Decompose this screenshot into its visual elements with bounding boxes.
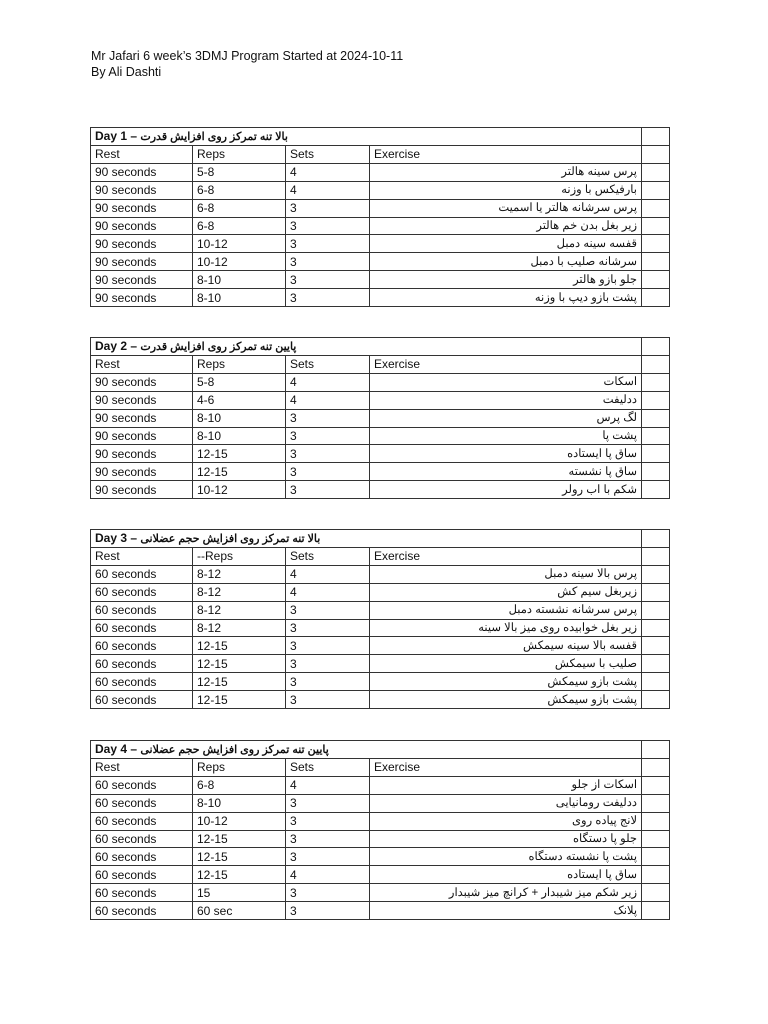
rest-cell: 90 seconds	[91, 445, 193, 463]
empty-cell	[642, 391, 670, 409]
reps-cell: 6-8	[193, 217, 286, 235]
table-row	[91, 373, 670, 391]
sets-cell: 3	[286, 794, 370, 812]
table-row	[91, 289, 670, 307]
rest-cell: 90 seconds	[91, 181, 193, 199]
rest-cell: 60 seconds	[91, 601, 193, 619]
sets-cell: 3	[286, 481, 370, 499]
empty-cell	[642, 409, 670, 427]
day-label: Day 4 –	[95, 742, 141, 756]
empty-cell	[642, 548, 670, 566]
reps-cell: 6-8	[193, 776, 286, 794]
reps-cell: 12-15	[193, 445, 286, 463]
table-row	[91, 583, 670, 601]
reps-cell: 12-15	[193, 691, 286, 709]
exercise-cell: لانج پیاده روی	[370, 812, 642, 830]
empty-cell	[642, 289, 670, 307]
reps-cell: 8-10	[193, 289, 286, 307]
reps-cell: 8-10	[193, 794, 286, 812]
table-row	[91, 163, 670, 181]
sets-cell: 3	[286, 253, 370, 271]
reps-cell: 10-12	[193, 235, 286, 253]
rest-header: Rest	[91, 146, 193, 164]
day-label: Day 2 –	[95, 339, 141, 353]
table-row	[91, 902, 670, 920]
exercise-cell: پشت پا نشسته دستگاه	[370, 848, 642, 866]
sets-header: Sets	[286, 548, 370, 566]
reps-cell: 12-15	[193, 848, 286, 866]
reps-cell: 8-12	[193, 601, 286, 619]
exercise-cell: ددلیفت	[370, 391, 642, 409]
program-title: Mr Jafari 6 week’s 3DMJ Program Started at 2024-10-11	[91, 49, 404, 63]
reps-header: Reps	[193, 146, 286, 164]
reps-cell: 10-12	[193, 253, 286, 271]
sets-cell: 3	[286, 637, 370, 655]
empty-cell	[642, 673, 670, 691]
empty-cell	[642, 481, 670, 499]
day-label: Day 3 –	[95, 531, 141, 545]
empty-cell	[642, 463, 670, 481]
sets-cell: 3	[286, 812, 370, 830]
rest-cell: 60 seconds	[91, 673, 193, 691]
table-row	[91, 253, 670, 271]
sets-cell: 4	[286, 866, 370, 884]
rest-cell: 60 seconds	[91, 619, 193, 637]
sets-cell: 3	[286, 235, 370, 253]
rest-cell: 60 seconds	[91, 637, 193, 655]
rest-header: Rest	[91, 759, 193, 777]
reps-cell: 60 sec	[193, 902, 286, 920]
sets-cell: 3	[286, 217, 370, 235]
table-row	[91, 619, 670, 637]
sets-cell: 4	[286, 583, 370, 601]
exercise-cell: پلانک	[370, 902, 642, 920]
table-row	[91, 199, 670, 217]
empty-cell	[642, 866, 670, 884]
day-title-row	[91, 128, 670, 146]
empty-cell	[642, 776, 670, 794]
day-focus: پایین تنه تمرکز روی افزایش حجم عضلانی	[140, 744, 329, 756]
table-row	[91, 217, 670, 235]
day-3-table	[90, 529, 670, 709]
day-focus: بالا تنه تمرکز روی افزایش حجم عضلانی	[140, 533, 321, 545]
table-row	[91, 181, 670, 199]
day-2-table	[90, 337, 670, 499]
rest-cell: 90 seconds	[91, 463, 193, 481]
reps-header: --Reps	[193, 548, 286, 566]
table-row	[91, 409, 670, 427]
day-title	[91, 530, 642, 548]
sets-cell: 3	[286, 409, 370, 427]
sets-cell: 3	[286, 902, 370, 920]
sets-cell: 3	[286, 691, 370, 709]
table-row	[91, 601, 670, 619]
sets-cell: 3	[286, 445, 370, 463]
empty-cell	[642, 759, 670, 777]
program-author: By Ali Dashti	[91, 65, 162, 79]
rest-cell: 60 seconds	[91, 655, 193, 673]
rest-header: Rest	[91, 356, 193, 374]
sets-cell: 3	[286, 463, 370, 481]
rest-cell: 60 seconds	[91, 830, 193, 848]
sets-header: Sets	[286, 146, 370, 164]
reps-header: Reps	[193, 356, 286, 374]
table-row	[91, 565, 670, 583]
sets-cell: 4	[286, 776, 370, 794]
table-row	[91, 794, 670, 812]
sets-cell: 3	[286, 271, 370, 289]
empty-cell	[642, 163, 670, 181]
reps-cell: 12-15	[193, 655, 286, 673]
table-row	[91, 691, 670, 709]
empty-cell	[642, 373, 670, 391]
reps-cell: 10-12	[193, 812, 286, 830]
day-title-row	[91, 530, 670, 548]
table-row	[91, 463, 670, 481]
exercise-cell: ساق پا ایستاده	[370, 866, 642, 884]
sets-cell: 3	[286, 427, 370, 445]
sets-cell: 4	[286, 373, 370, 391]
exercise-cell: جلو بازو هالتر	[370, 271, 642, 289]
rest-cell: 60 seconds	[91, 848, 193, 866]
day-4-table	[90, 740, 670, 920]
day-1-table	[90, 127, 670, 307]
reps-cell: 6-8	[193, 181, 286, 199]
reps-cell: 8-10	[193, 271, 286, 289]
empty-cell	[642, 146, 670, 164]
reps-cell: 15	[193, 884, 286, 902]
sets-cell: 3	[286, 655, 370, 673]
exercise-cell: زیر بغل خوابیده روی میز بالا سینه	[370, 619, 642, 637]
rest-cell: 60 seconds	[91, 776, 193, 794]
table-row	[91, 812, 670, 830]
exercise-cell: ساق پا ایستاده	[370, 445, 642, 463]
table-row	[91, 866, 670, 884]
rest-cell: 90 seconds	[91, 373, 193, 391]
exercise-cell: پشت پا	[370, 427, 642, 445]
empty-cell	[642, 181, 670, 199]
exercise-cell: صلیب با سیمکش	[370, 655, 642, 673]
rest-cell: 90 seconds	[91, 391, 193, 409]
rest-cell: 60 seconds	[91, 565, 193, 583]
exercise-cell: سرشانه صلیب با دمبل	[370, 253, 642, 271]
rest-cell: 60 seconds	[91, 866, 193, 884]
sets-cell: 3	[286, 619, 370, 637]
exercise-cell: پشت بازو سیمکش	[370, 673, 642, 691]
rest-cell: 60 seconds	[91, 583, 193, 601]
exercise-cell: پرس سرشانه نشسته دمبل	[370, 601, 642, 619]
reps-cell: 8-10	[193, 427, 286, 445]
exercise-cell: جلو پا دستگاه	[370, 830, 642, 848]
empty-cell	[642, 271, 670, 289]
exercise-cell: پشت بازو دیپ با وزنه	[370, 289, 642, 307]
reps-cell: 6-8	[193, 199, 286, 217]
exercise-header: Exercise	[370, 146, 642, 164]
empty-cell	[642, 884, 670, 902]
empty-cell	[642, 338, 670, 356]
reps-cell: 12-15	[193, 866, 286, 884]
table-row	[91, 427, 670, 445]
column-header-row	[91, 146, 670, 164]
column-header-row	[91, 356, 670, 374]
empty-cell	[642, 794, 670, 812]
exercise-cell: پرس سینه هالتر	[370, 163, 642, 181]
sets-cell: 3	[286, 830, 370, 848]
exercise-cell: اسکات	[370, 373, 642, 391]
reps-cell: 8-12	[193, 583, 286, 601]
empty-cell	[642, 235, 670, 253]
exercise-cell: ساق پا نشسته	[370, 463, 642, 481]
rest-cell: 90 seconds	[91, 427, 193, 445]
day-label: Day 1 –	[95, 129, 141, 143]
exercise-cell: پشت بازو سیمکش	[370, 691, 642, 709]
empty-cell	[642, 199, 670, 217]
sets-cell: 4	[286, 181, 370, 199]
reps-cell: 8-12	[193, 619, 286, 637]
rest-cell: 60 seconds	[91, 691, 193, 709]
empty-cell	[642, 128, 670, 146]
reps-cell: 10-12	[193, 481, 286, 499]
rest-cell: 60 seconds	[91, 902, 193, 920]
exercise-cell: لگ پرس	[370, 409, 642, 427]
exercise-cell: شکم با اب رولر	[370, 481, 642, 499]
sets-cell: 4	[286, 391, 370, 409]
day-title	[91, 741, 642, 759]
table-row	[91, 776, 670, 794]
reps-cell: 5-8	[193, 373, 286, 391]
day-title-row	[91, 338, 670, 356]
rest-cell: 90 seconds	[91, 409, 193, 427]
exercise-cell: پرس سرشانه هالتر یا اسمیت	[370, 199, 642, 217]
rest-header: Rest	[91, 548, 193, 566]
reps-cell: 4-6	[193, 391, 286, 409]
sets-header: Sets	[286, 759, 370, 777]
day-focus: بالا تنه تمرکز روی افزایش قدرت	[140, 131, 288, 143]
table-row	[91, 655, 670, 673]
exercise-cell: زیربغل سیم کش	[370, 583, 642, 601]
rest-cell: 90 seconds	[91, 163, 193, 181]
sets-header: Sets	[286, 356, 370, 374]
reps-cell: 5-8	[193, 163, 286, 181]
rest-cell: 90 seconds	[91, 289, 193, 307]
sets-cell: 3	[286, 199, 370, 217]
empty-cell	[642, 848, 670, 866]
rest-cell: 90 seconds	[91, 253, 193, 271]
rest-cell: 90 seconds	[91, 271, 193, 289]
document-header	[91, 48, 403, 80]
rest-cell: 90 seconds	[91, 199, 193, 217]
empty-cell	[642, 741, 670, 759]
empty-cell	[642, 812, 670, 830]
empty-cell	[642, 691, 670, 709]
exercise-cell: قفسه سینه دمبل	[370, 235, 642, 253]
reps-cell: 12-15	[193, 463, 286, 481]
empty-cell	[642, 655, 670, 673]
exercise-cell: ددلیفت رومانیایی	[370, 794, 642, 812]
table-row	[91, 673, 670, 691]
sets-cell: 3	[286, 848, 370, 866]
table-row	[91, 391, 670, 409]
rest-cell: 60 seconds	[91, 812, 193, 830]
sets-cell: 3	[286, 601, 370, 619]
reps-cell: 8-10	[193, 409, 286, 427]
sets-cell: 3	[286, 673, 370, 691]
exercise-cell: اسکات از جلو	[370, 776, 642, 794]
exercise-cell: زیر بغل بدن خم هالتر	[370, 217, 642, 235]
empty-cell	[642, 619, 670, 637]
sets-cell: 3	[286, 884, 370, 902]
exercise-cell: بارفیکس با وزنه	[370, 181, 642, 199]
sets-cell: 3	[286, 289, 370, 307]
empty-cell	[642, 601, 670, 619]
reps-cell: 12-15	[193, 830, 286, 848]
table-row	[91, 848, 670, 866]
column-header-row	[91, 548, 670, 566]
rest-cell: 90 seconds	[91, 217, 193, 235]
empty-cell	[642, 902, 670, 920]
table-row	[91, 481, 670, 499]
rest-cell: 90 seconds	[91, 481, 193, 499]
sets-cell: 4	[286, 565, 370, 583]
day-focus: پایین تنه تمرکز روی افزایش قدرت	[140, 341, 297, 353]
empty-cell	[642, 445, 670, 463]
rest-cell: 90 seconds	[91, 235, 193, 253]
day-title	[91, 338, 642, 356]
exercise-cell: پرس بالا سینه دمبل	[370, 565, 642, 583]
empty-cell	[642, 637, 670, 655]
empty-cell	[642, 583, 670, 601]
table-row	[91, 271, 670, 289]
column-header-row	[91, 759, 670, 777]
reps-cell: 8-12	[193, 565, 286, 583]
empty-cell	[642, 830, 670, 848]
day-title-row	[91, 741, 670, 759]
empty-cell	[642, 427, 670, 445]
table-row	[91, 445, 670, 463]
table-row	[91, 637, 670, 655]
exercise-header: Exercise	[370, 548, 642, 566]
rest-cell: 60 seconds	[91, 794, 193, 812]
rest-cell: 60 seconds	[91, 884, 193, 902]
exercise-cell: زیر شکم میز شیبدار + کرانچ میز شیبدار	[370, 884, 642, 902]
reps-cell: 12-15	[193, 637, 286, 655]
empty-cell	[642, 253, 670, 271]
exercise-cell: قفسه بالا سینه سیمکش	[370, 637, 642, 655]
table-row	[91, 235, 670, 253]
empty-cell	[642, 565, 670, 583]
exercise-header: Exercise	[370, 759, 642, 777]
empty-cell	[642, 217, 670, 235]
reps-header: Reps	[193, 759, 286, 777]
empty-cell	[642, 530, 670, 548]
table-row	[91, 830, 670, 848]
exercise-header: Exercise	[370, 356, 642, 374]
sets-cell: 4	[286, 163, 370, 181]
reps-cell: 12-15	[193, 673, 286, 691]
empty-cell	[642, 356, 670, 374]
day-title	[91, 128, 642, 146]
table-row	[91, 884, 670, 902]
